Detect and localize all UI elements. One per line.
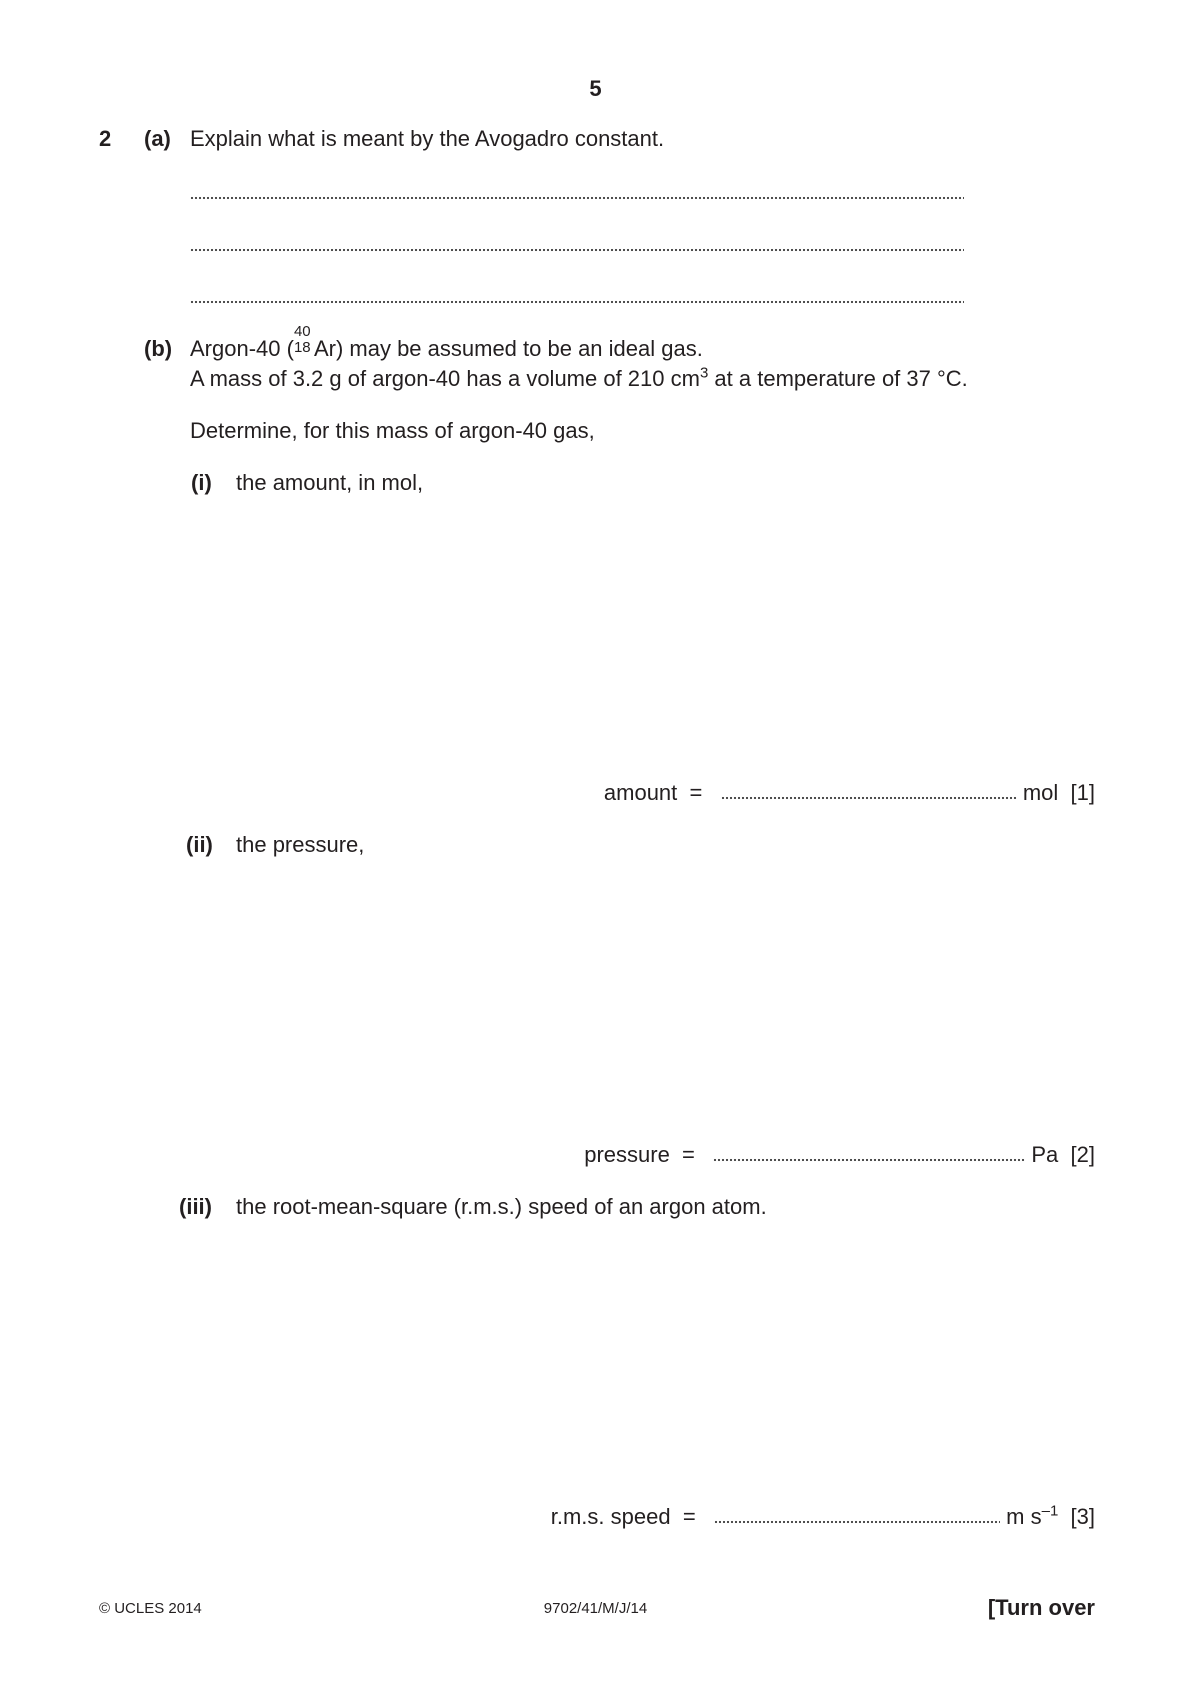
answer-line-3[interactable]: [190, 300, 964, 304]
part-b-ii-label: (ii): [186, 832, 213, 857]
part-b-determine: Determine, for this mass of argon-40 gas,: [190, 418, 595, 443]
amount-answer-field[interactable]: [721, 796, 1017, 800]
turn-over-label: [Turn over: [987, 1595, 1095, 1620]
part-b-label: (b): [144, 336, 173, 361]
part-b-data-line: A mass of 3.2 g of argon-40 has a volume of 210 $cm^3$ at a temperature of 37 °C.: [190, 364, 968, 391]
part-b-i-label: (i): [191, 470, 212, 495]
isotope-notation: 40 18: [293, 323, 311, 356]
question-number: 2: [99, 126, 112, 151]
part-b-intro: Argon-40 ( 40 18 Ar) may be assumed to be an ideal gas.: [190, 323, 703, 361]
rms-speed-answer-field[interactable]: [714, 1520, 1000, 1524]
answer-line-2[interactable]: [190, 248, 964, 252]
part-a-label: (a): [144, 126, 171, 151]
answer-amount: amount = mol [1]: [603, 780, 1095, 805]
part-a-text: Explain what is meant by the Avogadro constant.: [190, 126, 665, 151]
pressure-answer-field[interactable]: [713, 1158, 1025, 1162]
page-number: 5: [589, 76, 602, 101]
answer-pressure: pressure = Pa [2]: [584, 1142, 1095, 1167]
footer-copyright: © UCLES 2014: [99, 1600, 202, 1617]
part-b-iii-text: the root-mean-square (r.m.s.) speed of an argon atom.: [236, 1194, 767, 1219]
part-b-i-text: the amount, in mol,: [236, 470, 424, 495]
answer-line-1[interactable]: [190, 196, 964, 200]
answer-rms-speed: r.m.s. speed = m $s^{-1}$ [3]: [550, 1502, 1095, 1529]
footer-paper-code: 9702/41/M/J/14: [543, 1600, 648, 1617]
part-b-ii-text: the pressure,: [236, 832, 365, 857]
part-b-iii-label: (iii): [179, 1194, 212, 1219]
